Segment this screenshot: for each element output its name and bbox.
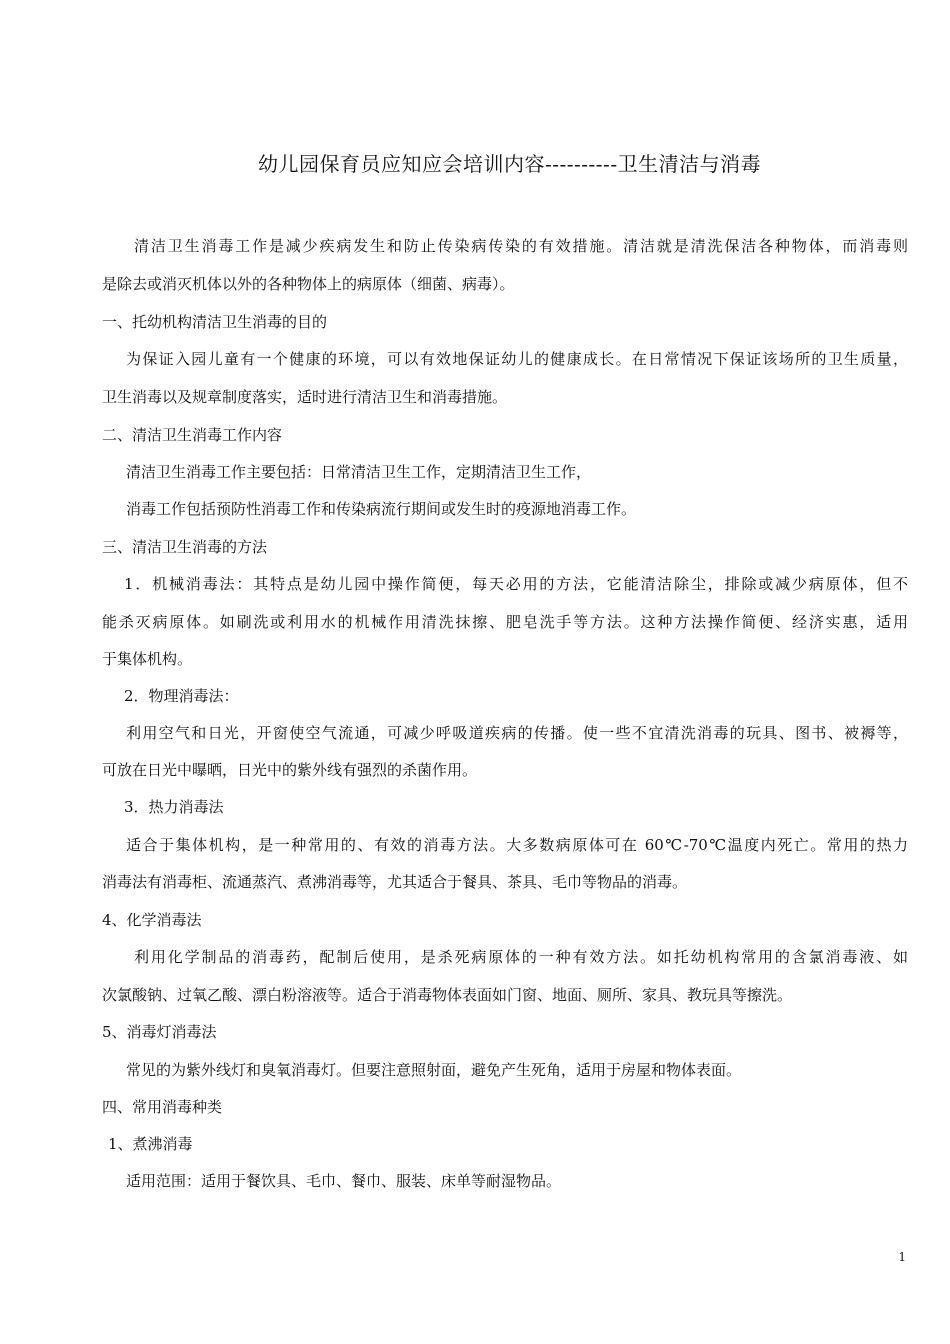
paragraph-line: 利用化学制品的消毒药，配制后使用，是杀死病原体的一种有效方法。如托幼机构常用的含氯消毒液、如 [134,948,908,966]
paragraph-line: 消毒法有消毒柜、流通蒸汽、煮沸消毒等，尤其适合于餐具、茶具、毛巾等物品的消毒。 [102,873,688,891]
paragraph-line: 于集体机构。 [102,650,193,668]
section-heading: 4、化学消毒法 [102,911,202,929]
paragraph-line: 常见的为紫外线灯和臭氧消毒灯。但要注意照射面，避免产生死角，适用于房屋和物体表面。 [126,1061,742,1079]
section-heading: 一、托幼机构清洁卫生消毒的目的 [102,313,328,331]
paragraph-line: 消毒工作包括预防性消毒工作和传染病流行期间或发生时的疫源地消毒工作。 [126,500,637,518]
page-number: 1 [898,1250,906,1264]
paragraph-line: 清洁卫生消毒工作主要包括：日常清洁卫生工作，定期清洁卫生工作， [126,463,592,481]
section-heading: 1、煮沸消毒 [108,1135,193,1153]
paragraph-line: 是除去或消灭机体以外的各种物体上的病原体（细菌、病毒）。 [102,275,515,293]
document-title: 幼儿园保育员应知应会培训内容----------卫生清洁与消毒 [258,152,762,176]
paragraph-line: 为保证入园儿童有一个健康的环境，可以有效地保证幼儿的健康成长。在日常情况下保证该场所的卫生质量， [126,350,908,368]
paragraph-line: 适合于集体机构，是一种常用的、有效的消毒方法。大多数病原体可在 60℃-70℃温度内死亡。常用的热力 [126,836,908,854]
section-heading: 三、清洁卫生消毒的方法 [102,538,268,556]
section-heading: 四、常用消毒种类 [102,1098,223,1116]
paragraph-line: 次氯酸钠、过氧乙酸、漂白粉溶液等。适合于消毒物体表面如门窗、地面、厕所、家具、教玩具等擦洗。 [102,986,793,1004]
section-heading: 5、消毒灯消毒法 [102,1023,217,1041]
paragraph-line: 可放在日光中曝晒，日光中的紫外线有强烈的杀菌作用。 [102,761,478,779]
section-heading: 3．热力消毒法 [124,798,224,816]
paragraph-line: 清洁卫生消毒工作是减少疾病发生和防止传染病传染的有效措施。清洁就是清洗保洁各种物体，而消毒则 [134,237,908,255]
paragraph-line: 能杀灭病原体。如刷洗或利用水的机械作用清洗抹擦、肥皂洗手等方法。这种方法操作简便、经济实惠，适用 [102,613,908,631]
paragraph-line: 1．机械消毒法：其特点是幼儿园中操作简便，每天必用的方法，它能清洁除尘，排除或减少病原体，但不 [124,575,908,593]
paragraph-line: 卫生消毒以及规章制度落实，适时进行清洁卫生和消毒措施。 [102,388,508,406]
paragraph-line: 适用范围：适用于餐饮具、毛巾、餐巾、服装、床单等耐湿物品。 [126,1172,562,1190]
section-heading: 2．物理消毒法： [124,687,239,705]
paragraph-line: 利用空气和日光，开窗使空气流通，可减少呼吸道疾病的传播。使一些不宜清洗消毒的玩具、图书、被褥等， [126,724,908,742]
section-heading: 二、清洁卫生消毒工作内容 [102,426,283,444]
